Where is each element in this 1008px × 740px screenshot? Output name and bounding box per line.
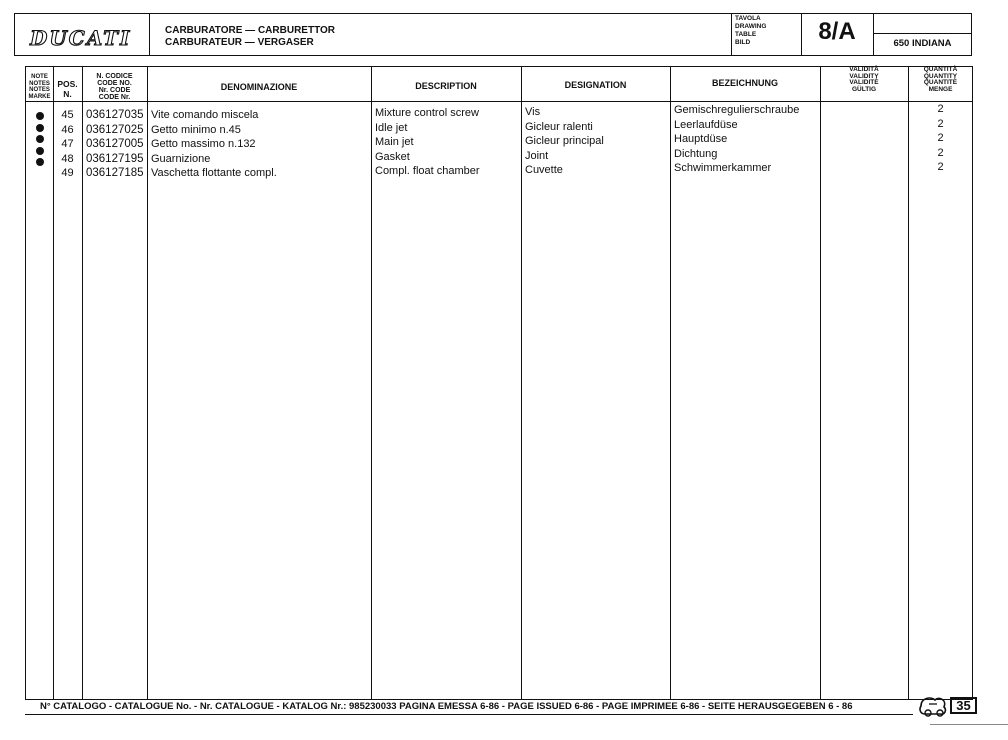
column-divider	[670, 66, 671, 700]
column-header-rule	[25, 101, 973, 102]
col-header-quantita: QUANTITÀ QUANTITY QUANTITÈ MENGE	[923, 66, 958, 93]
col-header-notes: NOTE NOTES NOTES MARKE	[28, 74, 51, 100]
col-header-description: DESCRIPTION	[415, 81, 477, 91]
column-divider	[521, 66, 522, 700]
code-column	[86, 108, 144, 181]
table-row-qty: 2	[937, 161, 944, 173]
table-row-qty: 2	[937, 132, 944, 144]
bottom-edge-rule	[930, 724, 1008, 725]
table-row-en: Compl. float chamber	[375, 165, 480, 177]
pos-column	[53, 108, 82, 181]
table-label: BILD	[735, 39, 751, 46]
catalogue-footer: N° CATALOGO - CATALOGUE No. - Nr. CATALOGUE - KATALOG Nr.: 985230033 PAGINA EMESSA 6-86 - PAGE ISSUED 6-86 - PAGE IMPRIMEE 6-86 - SEITE HERAUSGEGEBEN 6 - 86	[40, 701, 853, 712]
table-row-it: Getto minimo n.45	[151, 123, 241, 136]
page-title-line2: CARBURATEUR — VERGASER	[165, 37, 314, 48]
note-bullet-icon	[36, 158, 44, 166]
table-row-it: Vite comando miscela	[151, 109, 259, 121]
note-bullet-icon	[36, 124, 44, 132]
table-row-en: Main jet	[375, 136, 414, 148]
header-divider-title	[731, 13, 732, 56]
table-label: TAVOLA	[735, 15, 761, 22]
table-number: 8/A	[818, 18, 856, 45]
table-row-code: 036127035	[86, 109, 144, 121]
table-row-it: Getto massimo n.132	[151, 138, 256, 150]
designation-column	[525, 105, 604, 178]
col-header-validita: VALIDITÀ VALIDITY VALIDITÈ GÜLTIG	[849, 66, 879, 93]
table-row-de: Hauptdüse	[674, 133, 728, 145]
table-row-code: 036127005	[86, 138, 144, 150]
table-row-de: Schwimmerkammer	[674, 162, 772, 174]
notes-column	[26, 109, 53, 170]
header-divider-logo	[149, 13, 150, 56]
header-model-top-rule	[873, 33, 972, 34]
column-divider	[820, 66, 821, 700]
table-row-pos: 47	[61, 138, 74, 150]
table-row-en: Mixture control screw	[375, 107, 479, 119]
ducati-logo: DUCATI	[30, 26, 132, 50]
table-label-stack	[735, 15, 766, 47]
note-bullet-icon	[36, 135, 44, 143]
table-row-code: 036127185	[86, 167, 144, 179]
col-header-bezeichnung: BEZEICHNUNG	[711, 78, 778, 88]
table-row-de: Gemischregulierschraube	[674, 104, 800, 116]
table-row-pos: 46	[61, 123, 74, 136]
table-row-de: Dichtung	[674, 147, 718, 160]
note-bullet-icon	[36, 147, 44, 155]
bezeichnung-column	[674, 103, 799, 176]
table-row-en: Gasket	[375, 150, 410, 163]
model-name: 650 INDIANA	[893, 38, 952, 49]
description-column	[375, 106, 480, 179]
table-row-code: 036127195	[86, 152, 144, 165]
page-number: 35	[956, 698, 971, 713]
table-row-it: Guarnizione	[151, 152, 211, 165]
table-row-qty: 2	[937, 146, 944, 159]
table-row-fr: Gicleur ralenti	[525, 120, 593, 133]
table-row-code: 036127025	[86, 123, 144, 136]
note-bullet-icon	[36, 112, 44, 120]
col-header-code: N. CODICE CODE NO. Nr. CODE CODE Nr.	[96, 73, 133, 101]
page-title-line1: CARBURATORE — CARBURETTOR	[165, 25, 335, 36]
col-header-designation: DESIGNATION	[564, 80, 627, 90]
table-row-qty: 2	[937, 117, 944, 130]
ducati-mascot-icon	[917, 694, 949, 718]
table-row-fr: Vis	[525, 106, 541, 118]
table-row-it: Vaschetta flottante compl.	[151, 167, 277, 179]
table-row-pos: 48	[61, 152, 74, 165]
table-row-de: Leerlaufdüse	[674, 118, 738, 131]
quantity-column	[908, 102, 973, 175]
table-row-fr: Cuvette	[525, 164, 563, 176]
table-row-fr: Joint	[525, 149, 549, 162]
table-row-qty: 2	[937, 103, 944, 115]
denominazione-column	[151, 108, 277, 181]
table-row-pos: 49	[61, 167, 74, 179]
table-row-en: Idle jet	[375, 121, 408, 134]
table-label: TABLE	[735, 31, 757, 38]
col-header-pos: POS. N.	[57, 79, 78, 99]
column-divider	[82, 66, 83, 700]
table-label: DRAWING	[735, 23, 767, 30]
column-divider	[371, 66, 372, 700]
column-divider	[147, 66, 148, 700]
table-row-fr: Gicleur principal	[525, 135, 604, 147]
table-row-pos: 45	[61, 109, 74, 121]
footer-rule	[25, 714, 913, 715]
page-title	[165, 25, 335, 49]
col-header-denominazione: DENOMINAZIONE	[220, 82, 298, 92]
